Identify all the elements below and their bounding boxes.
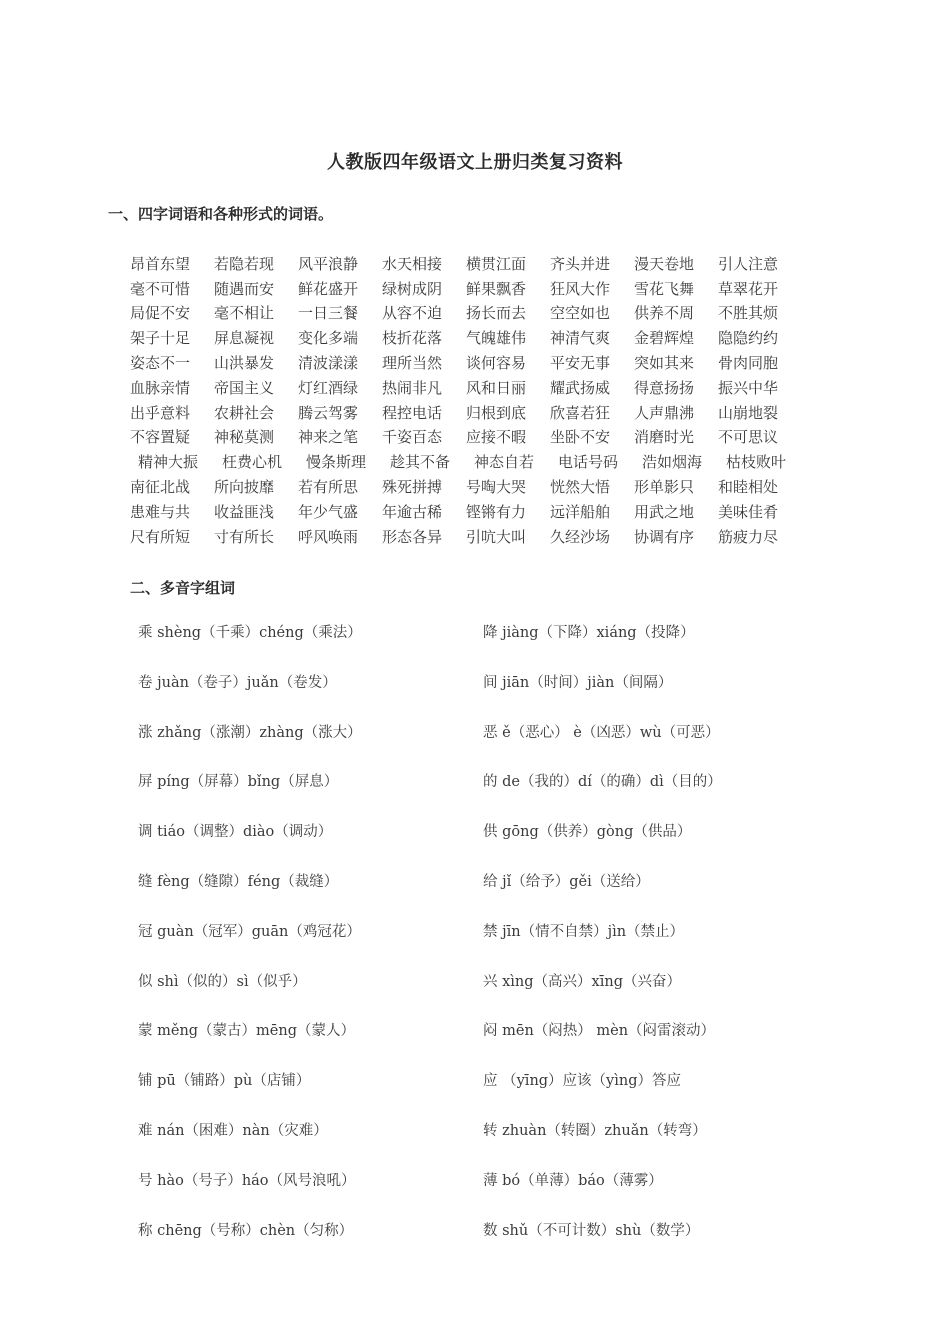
idiom-word: 筋疲力尽 [718, 527, 779, 546]
idiom-word: 昂首东望 [130, 254, 191, 273]
idiom-word: 寸有所长 [214, 527, 275, 546]
polyphone-row [138, 671, 858, 721]
idiom-word: 局促不安 [130, 304, 191, 323]
polyphone-entry: 闷 mēn（闷热） mèn（闷雷滚动） [483, 1023, 716, 1040]
polyphone-entry: 难 nán（困难）nàn（灾难） [138, 1122, 328, 1139]
idiom-word: 年少气盛 [298, 502, 359, 521]
idiom-word: 南征北战 [130, 478, 191, 497]
idiom-word: 和睦相处 [718, 478, 779, 497]
idiom-word: 帝国主义 [214, 378, 275, 397]
idiom-word: 久经沙场 [550, 527, 611, 546]
polyphone-entry: 间 jiān（时间）jiàn（间隔） [483, 674, 673, 691]
idiom-word: 出乎意料 [130, 403, 191, 422]
idiom-row [130, 449, 810, 474]
idiom-word: 不容置疑 [130, 428, 191, 447]
polyphone-entry: 恶 ě（恶心） è（凶恶）wù（可恶） [483, 724, 720, 741]
idiom-word: 引吭大叫 [466, 527, 527, 546]
idiom-word: 枉费心机 [222, 453, 283, 472]
idiom-word: 神秘莫测 [214, 428, 275, 447]
idiom-word: 电话号码 [558, 453, 619, 472]
idiom-word: 神清气爽 [550, 329, 611, 348]
idiom-word: 协调有序 [634, 527, 695, 546]
idiom-row [130, 474, 810, 499]
polyphone-entry: 调 tiáo（调整）diào（调动） [138, 824, 333, 841]
polyphone-row [138, 1019, 858, 1069]
idiom-word: 美味佳肴 [718, 502, 779, 521]
idiom-list [130, 251, 810, 549]
idiom-row [130, 375, 810, 400]
idiom-word: 山洪暴发 [214, 354, 275, 373]
idiom-word: 架子十足 [130, 329, 191, 348]
polyphone-row [138, 721, 858, 771]
idiom-word: 呼风唤雨 [298, 527, 359, 546]
idiom-word: 枝折花落 [382, 329, 443, 348]
polyphone-entry: 乘 shèng（千乘）chéng（乘法） [138, 625, 362, 641]
idiom-word: 齐头并进 [550, 254, 611, 273]
polyphone-row [138, 920, 858, 970]
idiom-word: 用武之地 [634, 502, 695, 521]
idiom-word: 草翠花开 [718, 279, 779, 298]
idiom-word: 收益匪浅 [214, 502, 275, 521]
idiom-word: 不可思议 [718, 428, 779, 447]
idiom-word: 慢条斯理 [306, 453, 367, 472]
idiom-word: 山崩地裂 [718, 403, 779, 422]
idiom-word: 浩如烟海 [642, 453, 703, 472]
idiom-word: 变化多端 [298, 329, 359, 348]
idiom-word: 雪花飞舞 [634, 279, 695, 298]
idiom-row [130, 499, 810, 524]
idiom-word: 空空如也 [550, 304, 611, 323]
idiom-word: 人声鼎沸 [634, 403, 695, 422]
idiom-row [130, 301, 810, 326]
idiom-word: 远洋船舶 [550, 502, 611, 521]
idiom-row [130, 400, 810, 425]
idiom-word: 气魄雄伟 [466, 329, 527, 348]
idiom-word: 若隐若现 [214, 254, 275, 273]
polyphone-entry: 屏 píng（屏幕）bǐng（屏息） [138, 774, 339, 791]
polyphone-row [138, 1069, 858, 1119]
idiom-word: 千姿百态 [382, 428, 443, 447]
idiom-word: 隐隐约约 [718, 329, 779, 348]
polyphone-row [138, 1219, 858, 1269]
idiom-word: 狂风大作 [550, 279, 611, 298]
polyphone-row [138, 621, 858, 671]
polyphone-entry: 薄 bó（单薄）báo（薄雾） [483, 1172, 663, 1189]
polyphone-row [138, 1119, 858, 1169]
idiom-word: 得意扬扬 [634, 378, 695, 397]
polyphone-entry: 降 jiàng（下降）xiáng（投降） [483, 625, 695, 641]
polyphone-entry: 禁 jīn（情不自禁）jìn（禁止） [483, 923, 685, 940]
idiom-word: 坐卧不安 [550, 428, 611, 447]
page-title: 人教版四年级语文上册归类复习资料 [327, 152, 623, 173]
idiom-word: 腾云驾雾 [298, 403, 359, 422]
polyphone-entry: 称 chēng（号称）chèn（匀称） [138, 1222, 354, 1239]
idiom-row [130, 425, 810, 450]
idiom-word: 形态各异 [382, 527, 443, 546]
idiom-word: 铿锵有力 [466, 502, 527, 521]
idiom-word: 若有所思 [298, 478, 359, 497]
idiom-row [130, 251, 810, 276]
idiom-word: 热闹非凡 [382, 378, 443, 397]
polyphone-entry: 应 （yīng）应该（yìng）答应 [483, 1073, 682, 1090]
idiom-word: 患难与共 [130, 502, 191, 521]
idiom-word: 血脉亲情 [130, 378, 191, 397]
idiom-row [130, 350, 810, 375]
idiom-word: 神来之笔 [298, 428, 359, 447]
idiom-word: 农耕社会 [214, 403, 275, 422]
idiom-word: 尺有所短 [130, 527, 191, 546]
idiom-word: 风平浪静 [298, 254, 359, 273]
idiom-word: 应接不暇 [466, 428, 527, 447]
idiom-word: 理所当然 [382, 354, 443, 373]
idiom-word: 不胜其烦 [718, 304, 779, 323]
idiom-word: 谈何容易 [466, 354, 527, 373]
idiom-word: 突如其来 [634, 354, 695, 373]
idiom-word: 耀武扬威 [550, 378, 611, 397]
polyphone-row [138, 770, 858, 820]
idiom-word: 所向披靡 [214, 478, 275, 497]
idiom-word: 漫天卷地 [634, 254, 695, 273]
polyphone-entry: 铺 pū（铺路）pù（店铺） [138, 1073, 311, 1090]
idiom-word: 灯红酒绿 [298, 378, 359, 397]
polyphone-entry: 号 hào（号子）háo（风号浪吼） [138, 1172, 356, 1189]
idiom-word: 扬长而去 [466, 304, 527, 323]
idiom-word: 鲜花盛开 [298, 279, 359, 298]
idiom-word: 消磨时光 [634, 428, 695, 447]
idiom-word: 屏息凝视 [214, 329, 275, 348]
idiom-word: 欣喜若狂 [550, 403, 611, 422]
polyphone-entry: 数 shǔ（不可计数）shù（数学） [483, 1222, 700, 1239]
idiom-word: 引人注意 [718, 254, 779, 273]
idiom-word: 鲜果飘香 [466, 279, 527, 298]
section-heading-polyphones: 二、多音字组词 [130, 579, 236, 597]
polyphone-entry: 供 gōng（供养）gòng（供品） [483, 824, 692, 841]
idiom-word: 形单影只 [634, 478, 695, 497]
polyphone-row [138, 870, 858, 920]
polyphone-entry: 涨 zhǎng（涨潮）zhàng（涨大） [138, 724, 362, 741]
idiom-word: 神态自若 [474, 453, 535, 472]
idiom-word: 姿态不一 [130, 354, 191, 373]
idiom-word: 供养不周 [634, 304, 695, 323]
polyphone-entry: 缝 fèng（缝隙）féng（裁缝） [138, 873, 339, 890]
polyphone-row [138, 1169, 858, 1219]
idiom-word: 风和日丽 [466, 378, 527, 397]
idiom-word: 横贯江面 [466, 254, 527, 273]
idiom-word: 恍然大悟 [550, 478, 611, 497]
idiom-word: 号啕大哭 [466, 478, 527, 497]
polyphone-entry: 兴 xìng（高兴）xīng（兴奋） [483, 973, 681, 990]
polyphone-list [138, 621, 858, 1268]
idiom-word: 归根到底 [466, 403, 527, 422]
idiom-word: 金碧辉煌 [634, 329, 695, 348]
idiom-row [130, 276, 810, 301]
polyphone-entry: 冠 guàn（冠军）guān（鸡冠花） [138, 923, 361, 940]
polyphone-entry: 卷 juàn（卷子）juǎn（卷发） [138, 674, 337, 691]
idiom-word: 毫不可惜 [130, 279, 191, 298]
idiom-word: 精神大振 [138, 453, 199, 472]
idiom-word: 平安无事 [550, 354, 611, 373]
polyphone-entry: 蒙 měng（蒙古）mēng（蒙人） [138, 1023, 356, 1040]
idiom-word: 随遇而安 [214, 279, 275, 298]
idiom-word: 水天相接 [382, 254, 443, 273]
idiom-row [130, 325, 810, 350]
idiom-word: 殊死拼搏 [382, 478, 443, 497]
section-heading-idioms: 一、四字词语和各种形式的词语。 [108, 205, 334, 223]
polyphone-entry: 的 de（我的）dí（的确）dì（目的） [483, 774, 722, 791]
polyphone-row [138, 970, 858, 1020]
polyphone-entry: 转 zhuàn（转圈）zhuǎn（转弯） [483, 1122, 707, 1139]
idiom-word: 毫不相让 [214, 304, 275, 323]
idiom-word: 骨肉同胞 [718, 354, 779, 373]
idiom-word: 振兴中华 [718, 378, 779, 397]
idiom-word: 程控电话 [382, 403, 443, 422]
idiom-word: 从容不迫 [382, 304, 443, 323]
idiom-word: 清波漾漾 [298, 354, 359, 373]
polyphone-entry: 似 shì（似的）sì（似乎） [138, 973, 307, 990]
polyphone-entry: 给 jǐ（给予）gěi（送给） [483, 873, 650, 890]
idiom-word: 枯枝败叶 [726, 453, 787, 472]
idiom-word: 年逾古稀 [382, 502, 443, 521]
idiom-row [130, 524, 810, 549]
idiom-word: 一日三餐 [298, 304, 359, 323]
polyphone-row [138, 820, 858, 870]
idiom-word: 趁其不备 [390, 453, 451, 472]
idiom-word: 绿树成阴 [382, 279, 443, 298]
